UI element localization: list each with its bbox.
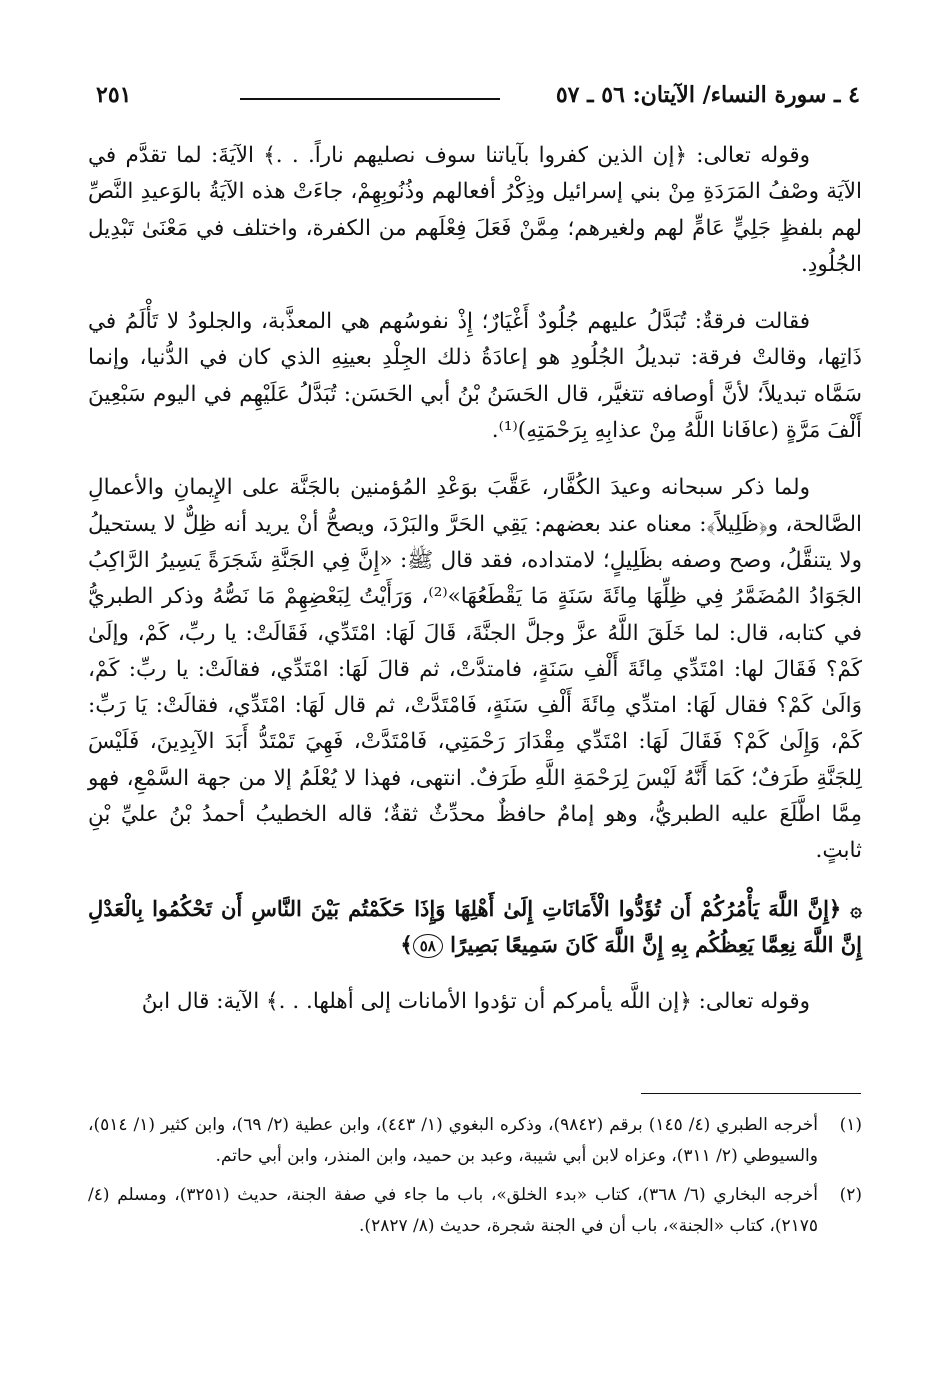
verse-text: ﴿إِنَّ اللَّهَ يَأْمُرُكُمْ أَن تُؤَدُّوا الْأَمَانَاتِ إِلَىٰ أَهْلِهَا وَإِذَا حَكَمْتُم بَيْنَ النَّاسِ أَن تَحْكُمُوا بِالْعَدْلِ إِنَّ اللَّهَ نِعِمَّا يَعِظُكُم بِهِ إِنَّ اللَّهَ كَانَ سَمِيعًا بَصِيرًا [88, 895, 862, 957]
page-header [90, 78, 860, 114]
page-number: ٢٥١ [96, 82, 132, 108]
footnote-text: أخرجه البخاري (٦/ ٣٦٨)، كتاب «بدء الخلق»، باب ما جاء في صفة الجنة، حديث (٣٢٥١)، ومسلم (٤/ ٢١٧٥)، كتاب «الجنة»، باب أن في الجنة شجرة، حديث (٨/ ٢٨٢٧). [88, 1185, 818, 1236]
footnote-rule [641, 1093, 861, 1094]
ayah-number: ٥٨ [413, 934, 443, 958]
rub-el-hizb-icon: ۞ [850, 896, 862, 921]
quran-verse [88, 891, 862, 963]
paragraph-2: فقالت فرقةٌ: تُبَدَّلُ عليهم جُلُودٌ أَغْيَارٌ؛ إِذْ نفوسُهم هي المعذَّبة، والجلودُ لا تَأْلَمُ في ذَاتِها، وقالتْ فرقة: تبديلُ الجُلُودِ هو إعادَةُ ذلك الجِلْدِ بعينِهِ الذي كان في الدُّنيا، وإنما سَمَّاه تبديلاً؛ لأنَّ أوصافه تتغيَّر، قال الحَسَنُ بْنُ أبي الحَسَن: تُبَدَّلُ عَلَيْهِم في اليوم سَبْعِينَ أَلْفَ مَرَّةٍ (عافَانا اللَّهُ مِنْ عذابِهِ بِرَحْمَتِهِ)⁽¹⁾. [88, 309, 862, 444]
verse-close: ﴾ [400, 931, 413, 957]
main-text [88, 138, 862, 1041]
footnotes [88, 1110, 862, 1250]
header-rule [240, 98, 500, 100]
paragraph-4: وقوله تعالى: ﴿إن اللَّه يأمركم أن تؤدوا الأمانات إلى أهلها. . .﴾ الآية: قال ابنُ [141, 988, 810, 1014]
footnote [88, 1110, 862, 1172]
footnote-text: أخرجه الطبري (٤/ ١٤٥) برقم (٩٨٤٢)، وذكره البغوي (١/ ٤٤٣)، وابن عطية (٢/ ٦٩)، وابن كثير (١/ ٥١٤)، والسيوطي (٢/ ٣١١)، وعزاه لابن أبي شيبة، وعبد بن حميد، وابن المنذر، وابن أبي حاتم. [88, 1115, 818, 1166]
paragraph-3: ولما ذكر سبحانه وعيدَ الكُفَّار، عَقَّبَ بوَعْدِ المُؤمنين بالجَنَّة على الإِيمانِ والأعمالِ الصَّالحة، و﴿ظَلِيلاً﴾: معناه عند بعضهم: يَقِي الحَرَّ والبَرْدَ، ويصحُّ أنْ يريد أنه ظِلٌّ لا يستحيلُ ولا يتنقَّلُ، وصح وصفه بظَلِيلٍ؛ لامتداده، فقد قال ﷺ: «إِنَّ فِي الجَنَّةِ شَجَرَةً يَسِيرُ الرَّاكِبُ الجَوَادُ المُضَمَّرُ فِي ظِلِّهَا مِائَةَ سَنَةٍ مَا يَقْطَعُهَا»⁽²⁾، وَرَأَيْتُ لِبَعْضِهِمْ مَا نَصُّهُ وذكر الطبريُّ في كتابه، قال: لما خَلَقَ اللَّهُ عزَّ وجلَّ الجنَّةَ، قَالَ لَهَا: امْتَدِّي، فَقَالَتْ: يا ربِّ، كَمْ، وإلَىٰ كَمْ؟ فَقَالَ لها: امْتَدِّي مِائَةَ أَلْفِ سَنَةٍ، فامتدَّتْ، ثم قالَ لَهَا: امْتَدِّي، فقالَتْ: يا ربِّ: كَمْ، وَالَىٰ كَمْ؟ فقال لَهَا: امتدِّي مِائَةَ أَلْفِ سَنَةٍ، فَامْتَدَّتْ، ثم قال لَهَا: امْتَدِّي، فقالَتْ: يَا رَبِّ: كَمْ، وَإِلَىٰ كَمْ؟ فَقَالَ لَهَا: امْتَدِّي مِقْدَارَ رَحْمَتِي، فَامْتَدَّتْ، فَهِيَ تَمْتَدُّ أَبَدَ الآبِدِينَ، فَلَيْسَ لِلجَنَّةِ طَرَفٌ؛ كَمَا أَنَّهُ لَيْسَ لِرَحْمَةِ اللَّهِ طَرَفٌ. انتهى، فهذا لا يُعْلَمُ إلا من جهة السَّمْعِ، فهو مِمَّا اطَّلَعَ عليه الطبريُّ، وهو إمامٌ حافظٌ محدِّثٌ ثقةٌ؛ قاله الخطيبُ أحمدُ بْنُ عليِّ بْنِ ثابتٍ. [88, 475, 863, 864]
footnote-number: (١) [839, 1115, 862, 1135]
footnote-number: (٢) [839, 1185, 862, 1205]
running-title: ٤ ـ سورة النساء/ الآيتان: ٥٦ ـ ٥٧ [555, 82, 860, 108]
paragraph-1: وقوله تعالى: ﴿إن الذين كفروا بآياتنا سوف نصليهم ناراً. . .﴾ الآيَةَ: لما تقدَّم في الآيَة وصْفُ المَرَدَةِ مِنْ بني إسرائيل وذِكْرُ أفعالهم وذُنُوبِهِمْ، جاءَتْ هذه الآيَةُ بالوَعيدِ النَّصِّ لهم بلفظٍ جَلِيٍّ عَامٍّ لهم ولغيرهم؛ مِمَّنْ فَعَلَ فِعْلَهم من الكفرة، واختلف في مَعْنَىٰ تَبْدِيل الجُلُودِ. [88, 143, 862, 277]
footnote [88, 1180, 862, 1242]
